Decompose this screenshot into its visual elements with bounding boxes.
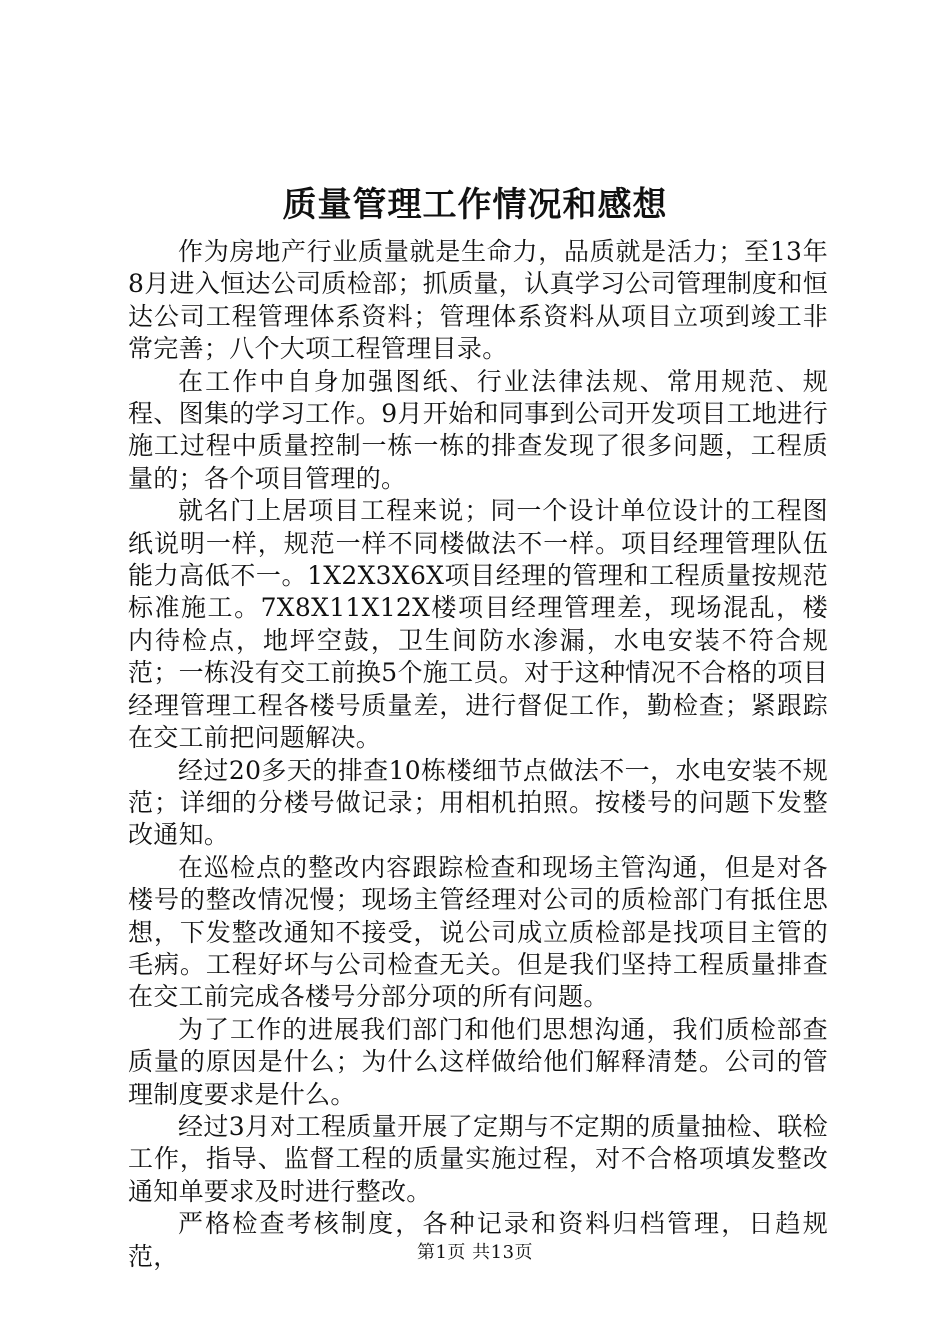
document-body [128, 236, 828, 1273]
page-footer: 第1页 共13页 [416, 1242, 534, 1263]
paragraph: 经过20多天的排查10栋楼细节点做法不一，水电安装不规范；详细的分楼号做记录；用相机拍照。按楼号的问题下发整改通知。 [128, 755, 828, 850]
document-title: 质量管理工作情况和感想 [282, 185, 668, 225]
paragraph: 作为房地产行业质量就是生命力，品质就是活力；至13年8月进入恒达公司质检部；抓质量，认真学习公司管理制度和恒达公司工程管理体系资料；管理体系资料从项目立项到竣工非常完善；八个大项工程管理目录。 [128, 237, 828, 364]
paragraph: 在巡检点的整改内容跟踪检查和现场主管沟通，但是对各楼号的整改情况慢；现场主管经理对公司的质检部门有抵住思想，下发整改通知不接受，说公司成立质检部是找项目主管的毛病。工程好坏与公司检查无关。但是我们坚持工程质量排查在交工前完成各楼号分部分项的所有问题。 [128, 852, 828, 1012]
paragraph: 就名门上居项目工程来说；同一个设计单位设计的工程图纸说明一样，规范一样不同楼做法不一样。项目经理管理队伍能力高低不一。1X2X3X6X项目经理的管理和工程质量按规范标准施工。7X8X11X12X楼项目经理管理差，现场混乱，楼内待检点，地坪空鼓，卫生间防水渗漏，水电安装不符合规范；一栋没有交工前换5个施工员。对于这种情况不合格的项目经理管理工程各楼号质量差，进行督促工作，勤检查；紧跟踪在交工前把问题解决。 [128, 496, 828, 753]
paragraph: 经过3月对工程质量开展了定期与不定期的质量抽检、联检工作，指导、监督工程的质量实施过程，对不合格项填发整改通知单要求及时进行整改。 [128, 1111, 828, 1206]
paragraph: 为了工作的进展我们部门和他们思想沟通，我们质检部查质量的原因是什么；为什么这样做给他们解释清楚。公司的管理制度要求是什么。 [128, 1014, 828, 1109]
paragraph: 在工作中自身加强图纸、行业法律法规、常用规范、规程、图集的学习工作。9月开始和同事到公司开发项目工地进行施工过程中质量控制一栋一栋的排查发现了很多问题，工程质量的；各个项目管理的。 [128, 366, 828, 493]
paragraph: 严格检查考核制度，各种记录和资料归档管理，日趋规范， [128, 1209, 828, 1271]
